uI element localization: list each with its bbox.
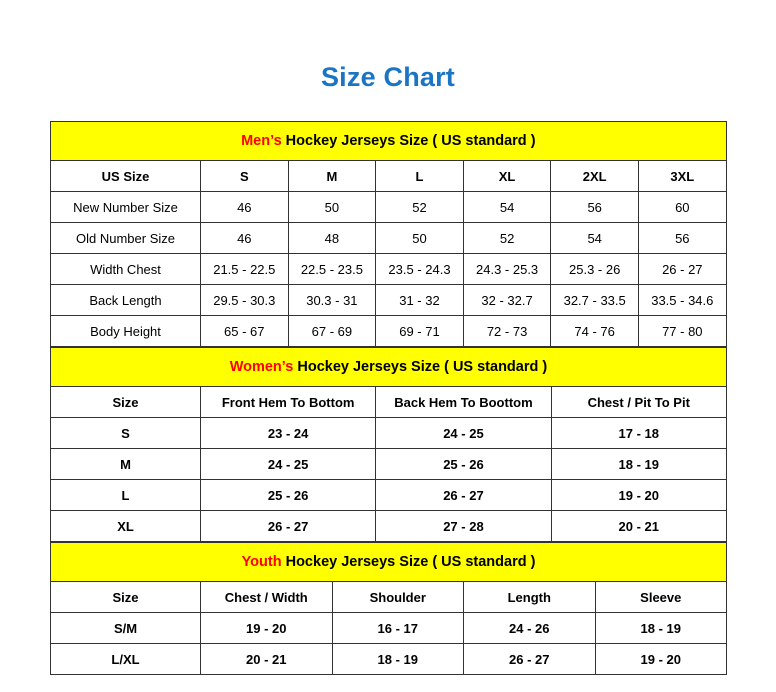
table-cell: 20 - 21 [551,511,726,542]
table-cell: 26 - 27 [464,644,596,675]
youth-header-cell: Size [51,582,201,613]
youth-banner-cell [51,543,727,582]
table-row [51,449,727,480]
table-cell: 16 - 17 [332,613,464,644]
table-cell: 24.3 - 25.3 [463,254,551,285]
table-row [51,285,727,316]
table-cell: 32 - 32.7 [463,285,551,316]
youth-header-cell: Length [464,582,596,613]
page-title: Size Chart [320,62,456,92]
table-cell: 65 - 67 [201,316,289,347]
table-cell: 31 - 32 [376,285,464,316]
table-cell: 24 - 26 [464,613,596,644]
table-row [51,480,727,511]
table-cell: 19 - 20 [595,644,727,675]
womens-header-row [51,387,727,418]
table-cell: 26 - 27 [638,254,726,285]
table-cell: 30.3 - 31 [288,285,376,316]
womens-header-cell: Chest / Pit To Pit [551,387,726,418]
table-cell: 24 - 25 [376,418,551,449]
table-cell: 24 - 25 [201,449,376,480]
table-row [51,223,727,254]
table-cell: 69 - 71 [376,316,464,347]
table-cell: 21.5 - 22.5 [201,254,289,285]
table-cell: 56 [551,192,639,223]
mens-banner-row [51,122,727,161]
table-cell: 18 - 19 [595,613,727,644]
table-cell: 50 [288,192,376,223]
row-label: M [51,449,201,480]
row-label: Body Height [51,316,201,347]
womens-banner-cell [51,348,727,387]
youth-header-row [51,582,727,613]
row-label: S [51,418,201,449]
table-row [51,418,727,449]
table-row [51,316,727,347]
mens-header-cell: 2XL [551,161,639,192]
table-cell: 67 - 69 [288,316,376,347]
table-row [51,511,727,542]
mens-header-cell: L [376,161,464,192]
womens-header-cell: Size [51,387,201,418]
table-cell: 72 - 73 [463,316,551,347]
mens-header-cell: M [288,161,376,192]
mens-size-table [50,121,727,347]
table-cell: 56 [638,223,726,254]
table-cell: 77 - 80 [638,316,726,347]
table-cell: 27 - 28 [376,511,551,542]
table-cell: 32.7 - 33.5 [551,285,639,316]
row-label: New Number Size [51,192,201,223]
table-cell: 26 - 27 [376,480,551,511]
table-row [51,644,727,675]
womens-header-cell: Front Hem To Bottom [201,387,376,418]
table-cell: 33.5 - 34.6 [638,285,726,316]
youth-header-cell: Shoulder [332,582,464,613]
youth-banner-row [51,543,727,582]
table-cell: 25 - 26 [201,480,376,511]
table-cell: 23.5 - 24.3 [376,254,464,285]
table-row [51,613,727,644]
table-cell: 18 - 19 [551,449,726,480]
mens-banner-cell [51,122,727,161]
table-cell: 23 - 24 [201,418,376,449]
youth-banner-rest: Hockey Jerseys Size ( US standard ) [281,554,536,570]
table-cell: 18 - 19 [332,644,464,675]
table-cell: 19 - 20 [201,613,333,644]
womens-banner-row [51,348,727,387]
table-cell: 25 - 26 [376,449,551,480]
table-cell: 19 - 20 [551,480,726,511]
row-label: Width Chest [51,254,201,285]
table-cell: 22.5 - 23.5 [288,254,376,285]
table-cell: 17 - 18 [551,418,726,449]
row-label: XL [51,511,201,542]
table-cell: 48 [288,223,376,254]
table-cell: 54 [551,223,639,254]
youth-size-table [50,542,727,675]
youth-header-cell: Sleeve [595,582,727,613]
table-cell: 25.3 - 26 [551,254,639,285]
mens-header-cell: US Size [51,161,201,192]
youth-header-cell: Chest / Width [201,582,333,613]
row-label: L/XL [51,644,201,675]
size-tables-container [50,121,726,675]
table-cell: 52 [376,192,464,223]
mens-header-cell: XL [463,161,551,192]
row-label: L [51,480,201,511]
mens-header-cell: 3XL [638,161,726,192]
table-cell: 60 [638,192,726,223]
table-cell: 46 [201,223,289,254]
mens-banner-rest: Hockey Jerseys Size ( US standard ) [281,133,536,149]
table-cell: 46 [201,192,289,223]
womens-banner-accent: Women’s [229,359,294,375]
table-cell: 52 [463,223,551,254]
mens-banner-accent: Men’s [241,133,282,149]
table-cell: 20 - 21 [201,644,333,675]
mens-header-cell: S [201,161,289,192]
womens-banner-rest: Hockey Jerseys Size ( US standard ) [293,359,548,375]
table-row [51,254,727,285]
table-row [51,192,727,223]
womens-size-table [50,347,727,542]
mens-header-row [51,161,727,192]
table-cell: 54 [463,192,551,223]
row-label: Old Number Size [51,223,201,254]
table-cell: 26 - 27 [201,511,376,542]
youth-banner-accent: Youth [241,554,282,570]
table-cell: 29.5 - 30.3 [201,285,289,316]
row-label: S/M [51,613,201,644]
womens-header-cell: Back Hem To Boottom [376,387,551,418]
table-cell: 74 - 76 [551,316,639,347]
row-label: Back Length [51,285,201,316]
table-cell: 50 [376,223,464,254]
